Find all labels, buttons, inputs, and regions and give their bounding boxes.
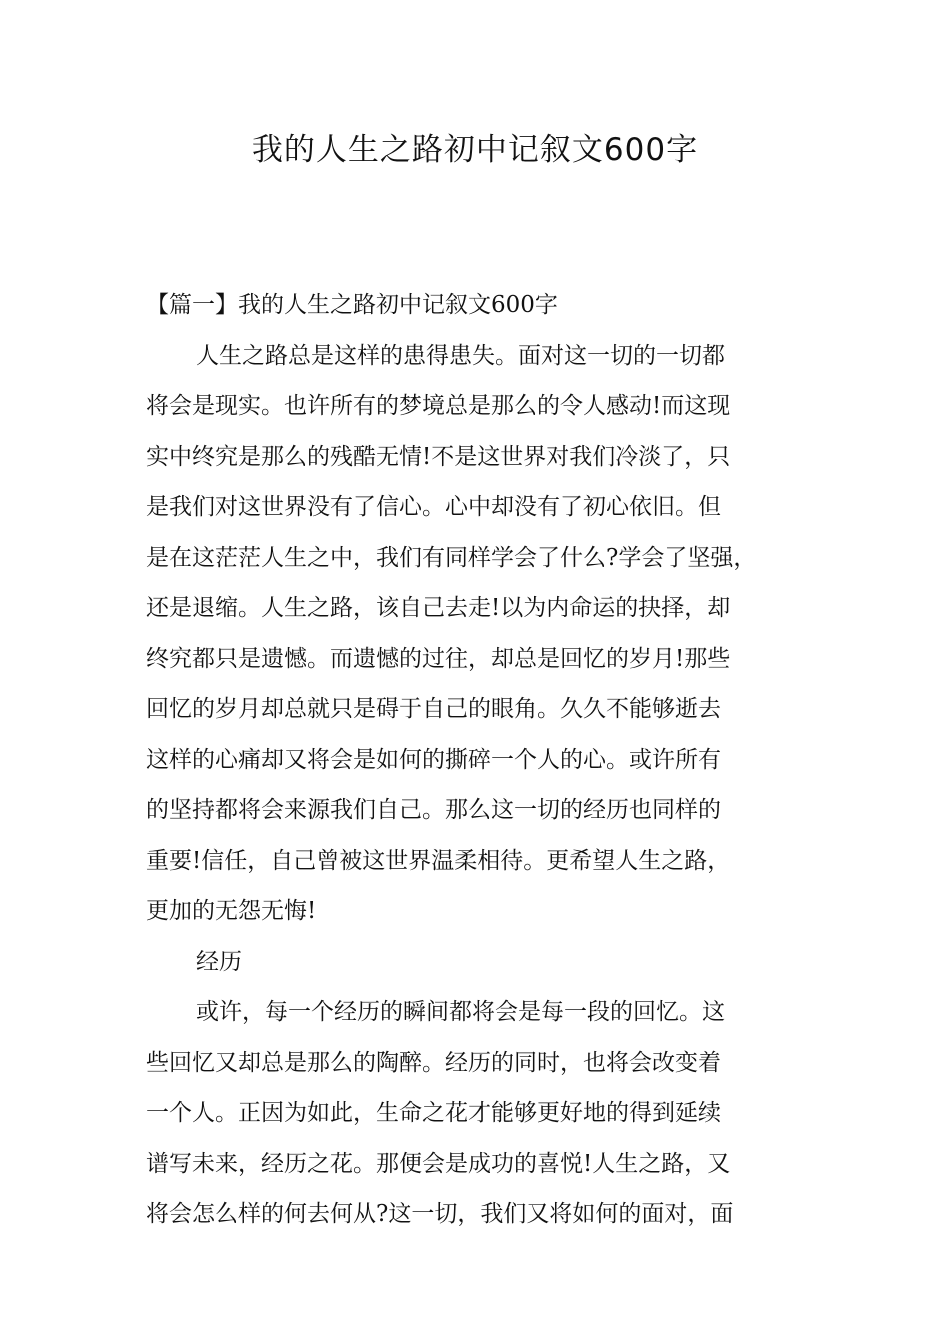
paragraph-1	[146, 331, 818, 937]
subheading: 经历	[196, 948, 242, 975]
paragraph-line: 将会怎么样的何去何从?这一切，我们又将如何的面对，面	[146, 1201, 734, 1227]
paragraph-line: 这样的心痛却又将会是如何的撕碎一个人的心。或许所有	[146, 746, 721, 773]
paragraph-line: 人生之路总是这样的患得患失。面对这一切的一切都	[196, 342, 725, 369]
paragraph-line: 还是退缩。人生之路，该自己去走!以为内命运的抉择，却	[146, 595, 731, 621]
document-title: 我的人生之路初中记叙文600字	[251, 132, 699, 168]
paragraph-line: 回忆的岁月却总就只是碍于自己的眼角。久久不能够逝去	[146, 696, 721, 722]
paragraph-line: 谱写未来，经历之花。那便会是成功的喜悦!人生之路，又	[146, 1150, 731, 1177]
paragraph-line: 一个人。正因为如此，生命之花才能够更好地的得到延续	[146, 1100, 721, 1126]
paragraph-line: 些回忆又却总是那么的陶醉。经历的同时，也将会改变着	[146, 1049, 721, 1076]
paragraph-line: 重要!信任，自己曾被这世界温柔相待。更希望人生之路，	[146, 847, 731, 874]
document-body	[146, 280, 818, 1240]
section-heading: 【篇一】我的人生之路初中记叙文600字	[146, 292, 558, 318]
paragraph-line: 实中终究是那么的残酷无情!不是这世界对我们冷淡了，只	[146, 443, 731, 470]
paragraph-line: 终究都只是遗憾。而遗憾的过往，却总是回忆的岁月!那些	[146, 645, 731, 672]
paragraph-line: 将会是现实。也许所有的梦境总是那么的令人感动!而这现	[146, 393, 731, 419]
paragraph-line: 的坚持都将会来源我们自己。那么这一切的经历也同样的	[146, 797, 721, 823]
paragraph-line: 或许，每一个经历的瞬间都将会是每一段的回忆。这	[196, 999, 725, 1025]
paragraph-line: 是我们对这世界没有了信心。心中却没有了初心依旧。但	[146, 494, 721, 520]
paragraph-line: 更加的无怨无悔!	[146, 898, 317, 924]
paragraph-2	[146, 987, 818, 1240]
paragraph-line: 是在这茫茫人生之中，我们有同样学会了什么?学会了坚强，	[146, 544, 757, 571]
